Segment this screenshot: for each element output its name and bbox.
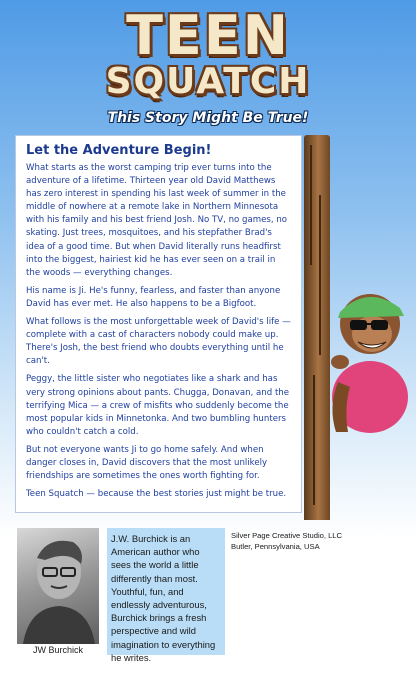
tagline: This Story Might Be True! [107,110,309,126]
author-photo [17,528,99,644]
author-bio: J.W. Burchick is an American author who sees the world a little differently than most. Youthful, fun, and endlessly adventurous, Burchick brings a fresh perspective and wild imagination to everything he writes. [111,533,216,663]
sunglasses-bridge [366,323,372,325]
sunglasses-right [371,320,388,330]
story-box [15,135,302,513]
story-paragraph-4: Peggy, the little sister who negotiates like a shark and has very strong opinions about pants. Chugga, Donavan, and the terrifying Mica — a crew of misfits who suddenly become the most popular kids in Minnetonka. And two bumbling hunters who couldn't catch a cold. [26,374,290,437]
author-portrait-icon [17,528,99,644]
title-teen: TEEN [126,4,290,67]
story-paragraph-1: What starts as the worst camping trip ever turns into the adventure of a lifetime. Thirteen year old David Matthews has zero interest in spending his last week of summer in the middle of nowhere at a remote lake in Northern Minnesota with his family and his best friend Josh. No TV, no games, no skating. Just trees, mosquitoes, and his stepfather Brad's idea of a good time. But when David literally runs headfirst into the biggest, hairiest kid he has ever seen on a trail in the woods — everything changes. [26,163,288,278]
author-caption: JW Burchick [32,645,83,655]
bigfoot-character-illustration [318,282,416,432]
publisher-name: Silver Page Creative Studio, LLC [231,531,343,540]
publisher-info [231,530,411,552]
story-paragraph-5: But not everyone wants Ji to go home safely. And when danger closes in, David discovers that the most unlikely friendships are sometimes the ones worth fighting for. [26,444,268,482]
story-heading: Let the Adventure Begin! [26,143,212,158]
bigfoot-hand [331,355,349,369]
story-paragraph-6: Teen Squatch — because the best stories just might be true. [26,489,287,500]
story-paragraph-3: What follows is the most unforgettable week of David's life — complete with a cast of characters nobody could make up. There's Josh, the best friend who doubts everything until he can't. [26,317,291,367]
bark-line [310,145,312,265]
green-cap [338,297,404,318]
sunglasses-left [350,320,367,330]
bark-line [313,375,315,505]
story-paragraph-2: His name is Ji. He's funny, fearless, and faster than anyone David has ever met. He also happens to be a Bigfoot. [26,285,281,309]
author-bio-box [107,528,225,663]
title-squatch: SQUATCH [105,61,311,102]
publisher-location: Butler, Pennsylvania, USA [231,542,320,551]
